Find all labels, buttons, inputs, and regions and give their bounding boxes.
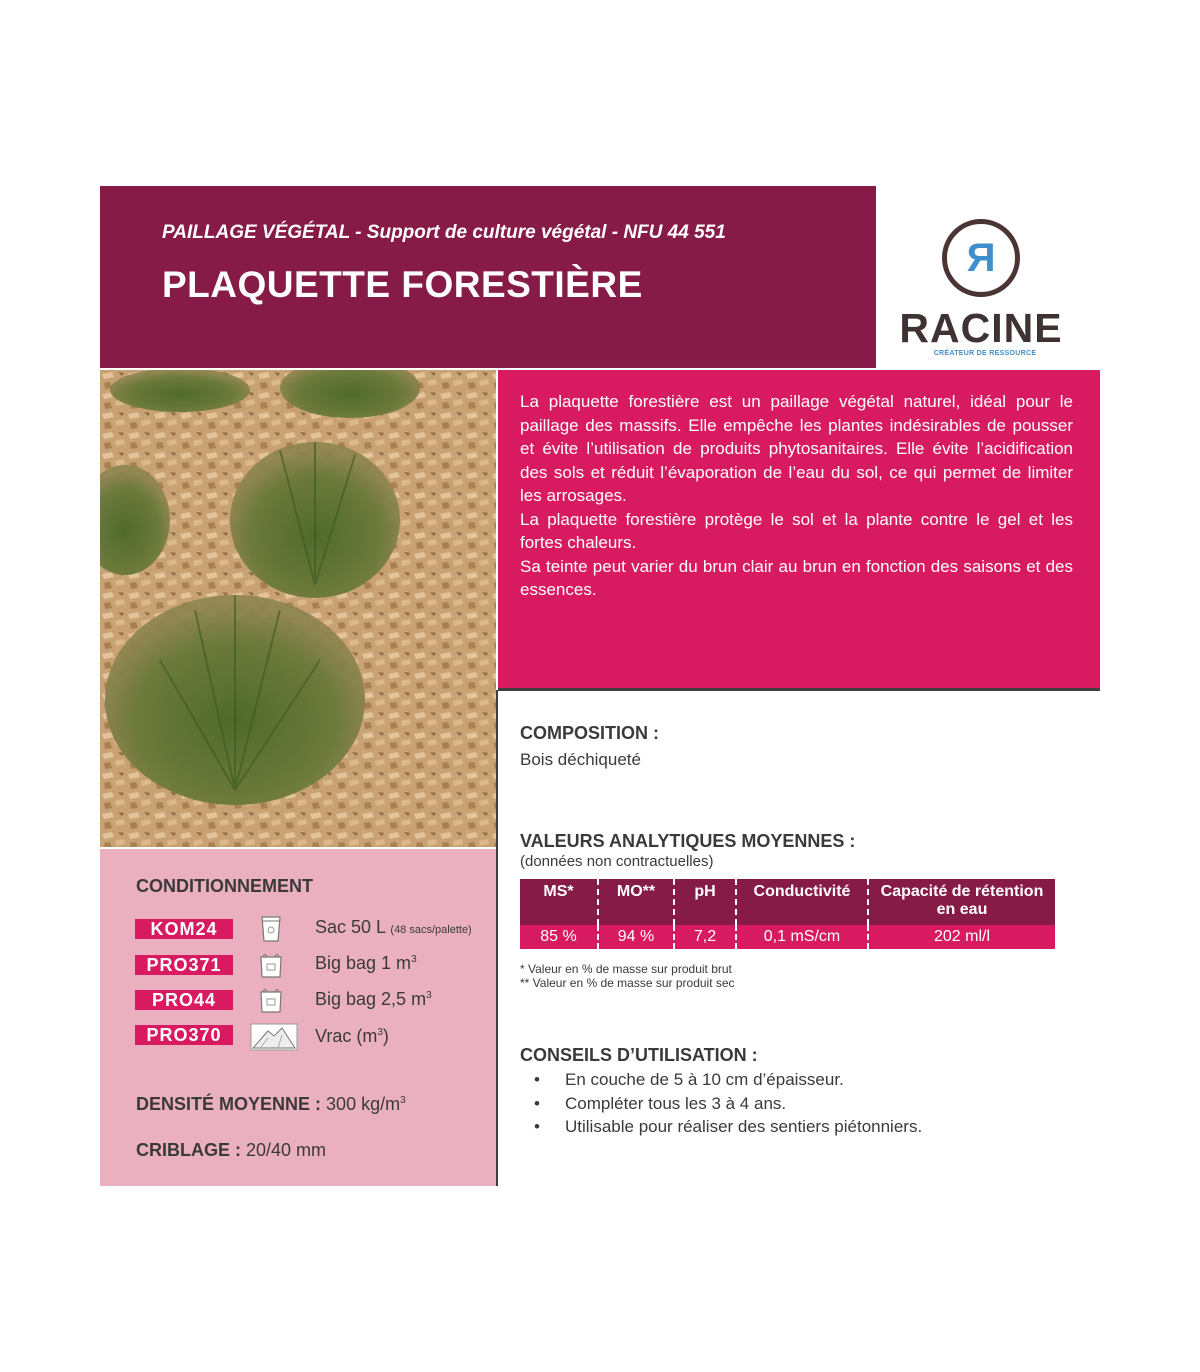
column-header: pH <box>674 879 736 925</box>
logo-name: RACINE <box>899 305 1063 351</box>
divider <box>496 690 498 1186</box>
divider <box>498 688 1100 691</box>
composition-value: Bois déchiqueté <box>520 750 641 769</box>
packaging-label-text: Sac 50 L <box>315 917 386 937</box>
product-category: PAILLAGE VÉGÉTAL - Support de culture végétal - NFU 44 551 <box>162 222 726 243</box>
footnote: * Valeur en % de masse sur produit brut <box>520 962 732 976</box>
table-cell: 7,2 <box>674 925 736 949</box>
density-label: DENSITÉ MOYENNE : <box>136 1094 322 1114</box>
list-item: • En couche de 5 à 10 cm d’épaisseur. <box>520 1068 922 1092</box>
screening-value: 20/40 mm <box>246 1140 327 1160</box>
list-item: • Utilisable pour réaliser des sentiers piétonniers. <box>520 1115 922 1139</box>
logo-glyph: R <box>966 236 996 280</box>
packaging-note: (48 sacs/palette) <box>390 924 472 936</box>
packaging-label-suffix: ) <box>382 1026 389 1046</box>
product-code: PRO44 <box>135 990 233 1010</box>
unit-exponent: 3 <box>377 1027 383 1038</box>
description-paragraph: La plaquette forestière protège le sol et la plante contre le gel et les fortes chaleurs. <box>520 509 1073 552</box>
screening-label: CRIBLAGE : <box>136 1140 241 1160</box>
product-code: KOM24 <box>135 919 233 939</box>
packaging-label-text: Vrac (m <box>315 1026 378 1046</box>
logo-tagline: CRÉATEUR DE RESSOURCE <box>933 350 1037 357</box>
table-row <box>520 925 1055 949</box>
packaging-label-text: Big bag 2,5 m <box>315 989 427 1009</box>
composition-heading: COMPOSITION : <box>520 723 659 743</box>
packaging-panel <box>100 849 496 1186</box>
table-header-row <box>520 879 1055 925</box>
product-code: PRO371 <box>135 955 233 975</box>
column-header: MS* <box>520 879 598 925</box>
table-cell: 85 % <box>520 925 598 949</box>
description-panel <box>498 370 1100 688</box>
logo-ring <box>942 219 1020 297</box>
list-item: • Compléter tous les 3 à 4 ans. <box>520 1092 922 1116</box>
racine-logo <box>876 186 1100 368</box>
bag-icon <box>256 914 286 944</box>
table-cell: 0,1 mS/cm <box>736 925 868 949</box>
column-header: Conductivité <box>736 879 868 925</box>
packaging-label <box>315 989 432 1010</box>
packaging-heading: CONDITIONNEMENT <box>136 876 313 896</box>
density <box>136 1094 406 1115</box>
column-header: Capacité de rétention en eau <box>868 879 1055 925</box>
packaging-label <box>315 953 417 974</box>
bulk-pile-icon <box>250 1023 298 1051</box>
packaging-label-text: Big bag 1 m <box>315 953 412 973</box>
analytics-heading: VALEURS ANALYTIQUES MOYENNES : <box>520 831 856 851</box>
product-photo <box>100 370 496 847</box>
conseils-heading: CONSEILS D’UTILISATION : <box>520 1045 758 1065</box>
description-text <box>520 390 1073 602</box>
description-paragraph: La plaquette forestière est un paillage végétal naturel, idéal pour le paillage des massifs. Elle empêche les plantes indésirables de pousser et évite l’utilisation de produits phytosanitaires. Elle évite l’acidification des sols et réduit l’évaporation de l’eau du sol, ce qui permet de limiter les arrosages. <box>520 392 1073 505</box>
analytics-table <box>520 879 1055 949</box>
header-band <box>100 186 876 368</box>
product-code: PRO370 <box>135 1025 233 1045</box>
unit-exponent: 3 <box>426 990 432 1001</box>
product-title: PLAQUETTE FORESTIÈRE <box>162 264 643 305</box>
table-cell: 202 ml/l <box>868 925 1055 949</box>
footnote: ** Valeur en % de masse sur produit sec <box>520 976 735 990</box>
big-bag-icon <box>256 985 286 1015</box>
column-header: MO** <box>598 879 674 925</box>
packaging-label <box>315 917 472 938</box>
unit-exponent: 3 <box>400 1095 406 1106</box>
table-cell: 94 % <box>598 925 674 949</box>
conseils-list <box>520 1068 922 1139</box>
unit-exponent: 3 <box>411 954 417 965</box>
screening <box>136 1140 326 1161</box>
density-value: 300 kg/m <box>326 1094 401 1114</box>
big-bag-icon <box>256 950 286 980</box>
packaging-label <box>315 1026 389 1047</box>
analytics-subheading: (données non contractuelles) <box>520 853 714 870</box>
description-paragraph: Sa teinte peut varier du brun clair au brun en fonction des saisons et des essences. <box>520 556 1073 599</box>
